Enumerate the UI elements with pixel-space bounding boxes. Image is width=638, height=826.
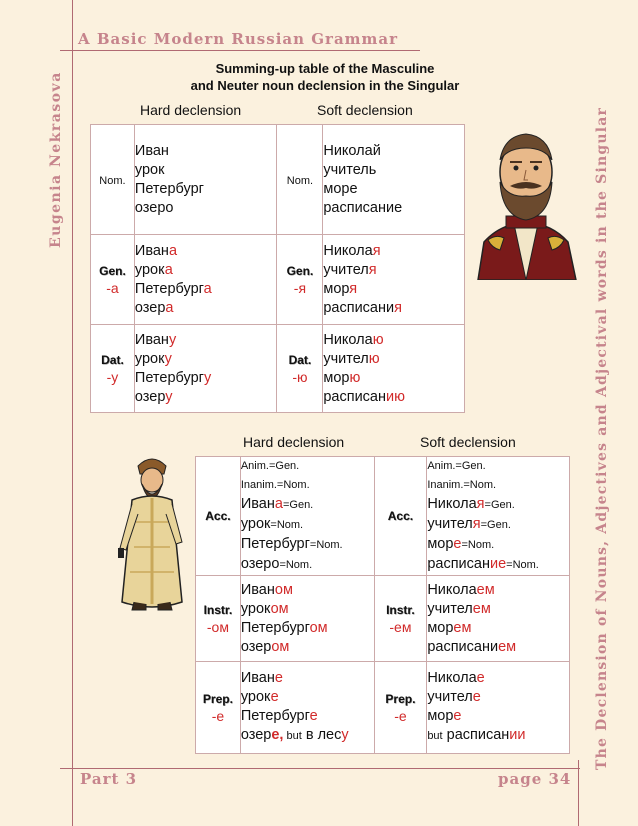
t2-soft-heading: Soft declension xyxy=(420,434,516,450)
instr-row xyxy=(196,576,570,662)
t1-soft-heading: Soft declension xyxy=(317,102,413,118)
nom-hard-words xyxy=(134,125,277,235)
instr-label-soft: Instr. -ем xyxy=(374,576,427,662)
prep-label-hard: Prep. -е xyxy=(196,662,241,754)
word: Петербургом xyxy=(240,619,328,636)
anim-rule: Anim.=Gen. xyxy=(240,460,300,472)
page-title xyxy=(150,60,500,94)
gen-soft-words xyxy=(323,235,465,325)
word: учителя xyxy=(323,261,377,278)
word: урока xyxy=(134,261,173,278)
word: озеро=Nom. xyxy=(240,556,313,572)
gen-hard-words xyxy=(134,235,277,325)
acc-label-hard: Acc. xyxy=(196,457,241,576)
word: уроком xyxy=(240,600,289,617)
boyar-illustration xyxy=(112,452,192,612)
word: озеро xyxy=(134,199,174,216)
tsar-portrait-illustration xyxy=(470,120,582,280)
word: Иван xyxy=(134,142,169,159)
word: but расписании xyxy=(427,727,526,743)
word: учителя=Gen. xyxy=(427,516,511,532)
word: морем xyxy=(427,619,472,636)
word: учителем xyxy=(427,600,491,617)
word: урок=Nom. xyxy=(240,516,304,532)
prep-soft-words xyxy=(427,662,570,754)
word: Иваном xyxy=(240,581,293,598)
gen-label-hard: Gen. -а xyxy=(91,235,135,325)
word: озеру xyxy=(134,388,173,405)
prep-row xyxy=(196,662,570,754)
dat-row xyxy=(91,325,465,413)
instr-hard-words xyxy=(240,576,374,662)
word: Николае xyxy=(427,670,485,686)
nom-label-soft: Nom. xyxy=(277,125,323,235)
word: морю xyxy=(323,369,361,386)
footer-right-rule xyxy=(578,760,579,826)
book-title: A Basic Modern Russian Grammar xyxy=(78,30,399,48)
word: Петербург=Nom. xyxy=(240,536,343,552)
gen-row xyxy=(91,235,465,325)
dat-label-hard: Dat. -у xyxy=(91,325,135,413)
instr-soft-words xyxy=(427,576,570,662)
footer-rule xyxy=(60,768,580,769)
word: расписание xyxy=(323,199,403,216)
word: уроке xyxy=(240,689,279,705)
word: уроку xyxy=(134,350,172,367)
word: расписанию xyxy=(323,388,405,405)
dat-hard-words xyxy=(134,325,277,413)
word: Николаю xyxy=(323,331,384,348)
word: учителе xyxy=(427,689,481,705)
page-number: page 34 xyxy=(498,770,572,788)
word: море xyxy=(427,708,462,724)
dat-label-soft: Dat. -ю xyxy=(277,325,323,413)
word: расписание=Nom. xyxy=(427,556,539,572)
word: Николая=Gen. xyxy=(427,496,515,512)
prep-label-soft: Prep. -е xyxy=(374,662,427,754)
word: Ивана xyxy=(134,242,178,259)
dat-soft-words xyxy=(323,325,465,413)
nom-row xyxy=(91,125,465,235)
masculine-neuter-table-1 xyxy=(90,124,465,413)
word: море=Nom. xyxy=(427,536,495,552)
word: расписанием xyxy=(427,638,517,655)
word: Петербург xyxy=(134,180,204,197)
author-name: Eugenia Nekrasova xyxy=(48,71,64,248)
word: озером xyxy=(240,638,290,655)
prep-hard-words xyxy=(240,662,374,754)
word: расписания xyxy=(323,299,402,316)
nom-soft-words xyxy=(323,125,465,235)
word: море xyxy=(323,180,358,197)
nom-label-hard: Nom. xyxy=(91,125,135,235)
word: Николаем xyxy=(427,581,495,598)
t1-hard-heading: Hard declension xyxy=(140,102,242,118)
word: озера xyxy=(134,299,174,316)
word: Петербургу xyxy=(134,369,212,386)
word: Ивану xyxy=(134,331,177,348)
word: Николай xyxy=(323,142,381,159)
instr-label-hard: Instr. -ом xyxy=(196,576,241,662)
page-title-line1: Summing-up table of the Masculine xyxy=(215,61,435,76)
word: Иване xyxy=(240,670,283,686)
inanim-rule: Inanim.=Nom. xyxy=(427,479,497,491)
word: урок xyxy=(134,161,165,178)
word: Петербурга xyxy=(134,280,212,297)
gen-label-soft: Gen. -я xyxy=(277,235,323,325)
word: озере, but в лесу xyxy=(240,727,349,743)
acc-soft-words xyxy=(427,457,570,576)
word: Ивана=Gen. xyxy=(240,496,314,512)
acc-hard-words xyxy=(240,457,374,576)
t2-hard-heading: Hard declension xyxy=(243,434,345,450)
word: Николая xyxy=(323,242,381,259)
page-title-line2: and Neuter noun declension in the Singular xyxy=(190,78,460,93)
word: учитель xyxy=(323,161,377,178)
masculine-neuter-table-2 xyxy=(195,456,570,754)
word: учителю xyxy=(323,350,380,367)
acc-row xyxy=(196,457,570,576)
acc-label-soft: Acc. xyxy=(374,457,427,576)
header-rule xyxy=(60,50,420,51)
word: Петербурге xyxy=(240,708,318,724)
part-label: Part 3 xyxy=(80,770,138,788)
word: моря xyxy=(323,280,358,297)
left-margin-rule xyxy=(72,0,73,826)
inanim-rule: Inanim.=Nom. xyxy=(240,479,310,491)
chapter-title: The Declension of Nouns, Adjectives and Adjectival words in the Singular xyxy=(594,106,610,770)
anim-rule: Anim.=Gen. xyxy=(427,460,486,472)
